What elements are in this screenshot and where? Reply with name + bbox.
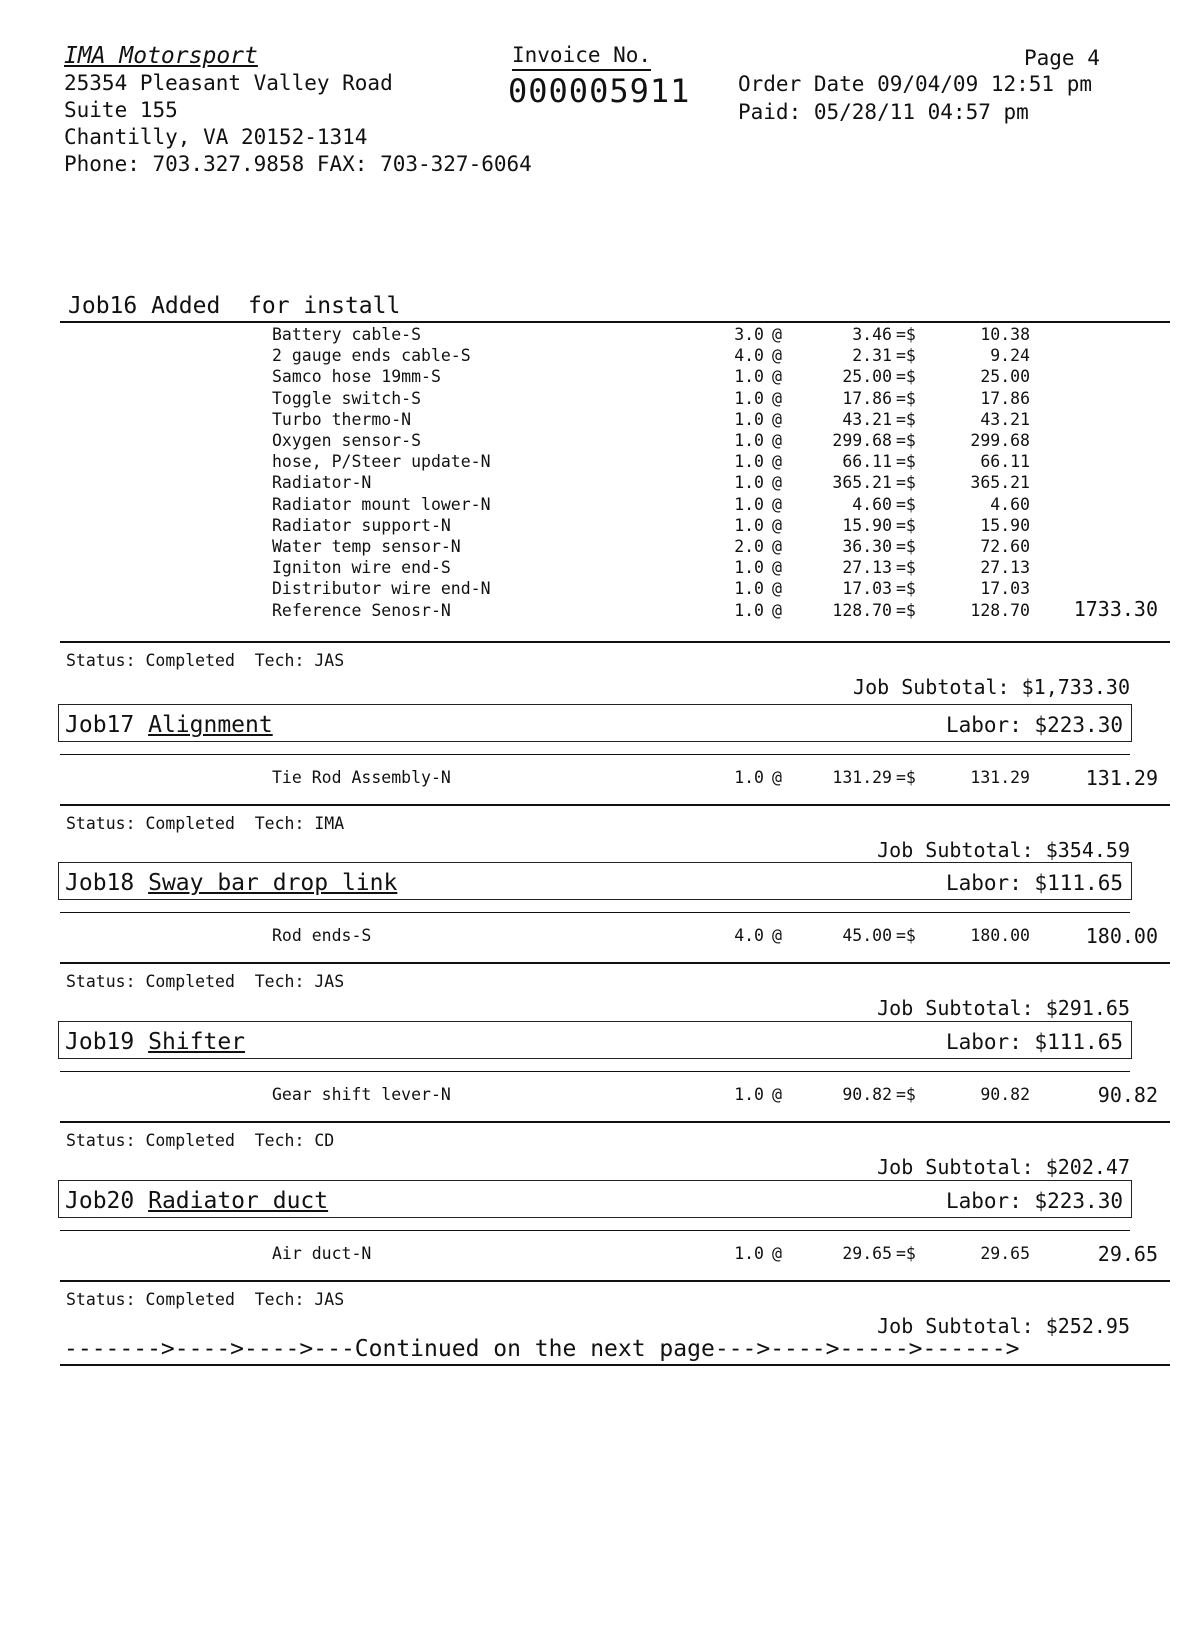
equals-symbol: =$ [896, 452, 916, 472]
item-qty: 4.0 [734, 346, 764, 366]
item-description: Samco hose 19mm-S [272, 367, 441, 387]
line-item [60, 473, 1170, 495]
item-description: Distributor wire end-N [272, 579, 491, 599]
line-item [60, 410, 1170, 432]
item-qty: 1.0 [734, 388, 764, 408]
item-description: Igniton wire end-S [272, 558, 451, 578]
item-price: 45.00 [842, 926, 892, 945]
job-header-rule [60, 1071, 1130, 1072]
item-price: 43.21 [842, 409, 892, 429]
line-item [60, 926, 1170, 948]
job-header-box [58, 862, 1132, 900]
item-description: hose, P/Steer update-N [272, 452, 491, 472]
item-qty: 1.0 [734, 431, 764, 450]
job-parts-total: 180.00 [1085, 924, 1158, 948]
invoice-number: 000005911 [508, 72, 691, 110]
equals-symbol: =$ [896, 579, 916, 599]
item-extended: 25.00 [980, 367, 1030, 387]
equals-symbol: =$ [896, 367, 916, 387]
at-symbol: @ [772, 409, 782, 429]
item-description: Tie Rod Assembly-N [272, 768, 451, 787]
item-description: Oxygen sensor-S [272, 431, 422, 450]
job-parts-total: 90.82 [1097, 1083, 1158, 1107]
item-qty: 1.0 [734, 452, 764, 472]
item-description: Toggle switch-S [272, 388, 422, 408]
item-price: 2.31 [852, 346, 892, 366]
line-item [60, 367, 1170, 389]
item-description: Rod ends-S [272, 926, 372, 945]
item-qty: 1.0 [734, 494, 764, 514]
at-symbol: @ [772, 494, 782, 514]
at-symbol: @ [772, 325, 782, 344]
item-price: 29.65 [842, 1244, 892, 1263]
item-price: 25.00 [842, 367, 892, 387]
job-header-rule [60, 912, 1130, 913]
job-labor: Labor: $223.30 [945, 713, 1123, 737]
item-price: 3.46 [852, 325, 892, 344]
line-item [60, 537, 1170, 559]
line-item [60, 452, 1170, 474]
item-description: 2 gauge ends cable-S [272, 346, 471, 366]
job-header-rule [60, 321, 1170, 323]
item-extended: 17.86 [980, 388, 1030, 408]
item-qty: 1.0 [734, 473, 764, 493]
item-qty: 1.0 [734, 600, 764, 620]
invoice-label: Invoice No. [512, 43, 651, 71]
item-description: Air duct-N [272, 1244, 372, 1263]
at-symbol: @ [772, 367, 782, 387]
line-item [60, 768, 1170, 790]
item-qty: 1.0 [734, 579, 764, 599]
item-extended: 4.60 [990, 494, 1030, 514]
job-header-rule [60, 1230, 1130, 1231]
item-extended: 72.60 [980, 537, 1030, 556]
equals-symbol: =$ [896, 537, 916, 556]
line-item [60, 1085, 1170, 1107]
page-number: Page 4 [1024, 46, 1100, 70]
order-date: Order Date 09/04/09 12:51 pm [738, 72, 1093, 96]
continued-notice: ------->---->---->---Continued on the next page--->---->----->------> [64, 1336, 1020, 1362]
at-symbol: @ [772, 473, 782, 493]
item-qty: 1.0 [734, 768, 764, 787]
item-price: 131.29 [832, 768, 892, 787]
at-symbol: @ [772, 579, 782, 599]
item-extended: 365.21 [970, 473, 1030, 493]
item-price: 27.13 [842, 558, 892, 578]
at-symbol: @ [772, 600, 782, 620]
job-subtotal: Job Subtotal: $1,733.30 [853, 675, 1130, 699]
job-footer-rule [60, 641, 1170, 643]
item-description: Turbo thermo-N [272, 409, 412, 429]
equals-symbol: =$ [896, 409, 916, 429]
item-price: 17.03 [842, 579, 892, 599]
item-description: Radiator support-N [272, 515, 451, 535]
line-item [60, 1244, 1170, 1266]
job-footer-rule [60, 804, 1170, 806]
line-item [60, 579, 1170, 601]
item-price: 36.30 [842, 537, 892, 556]
equals-symbol: =$ [896, 494, 916, 514]
job-status: Status: Completed Tech: IMA [66, 814, 345, 833]
at-symbol: @ [772, 388, 782, 408]
item-price: 4.60 [852, 494, 892, 514]
item-price: 66.11 [842, 452, 892, 472]
item-qty: 1.0 [734, 1244, 764, 1263]
item-extended: 131.29 [970, 768, 1030, 787]
line-item [60, 516, 1170, 538]
item-price: 299.68 [832, 431, 892, 450]
equals-symbol: =$ [896, 600, 916, 620]
at-symbol: @ [772, 926, 782, 945]
job-name: Radiator duct [148, 1188, 329, 1214]
job-subtotal: Job Subtotal: $291.65 [877, 996, 1130, 1020]
job-status: Status: Completed Tech: JAS [66, 1290, 345, 1309]
address-line-street: 25354 Pleasant Valley Road [64, 71, 393, 95]
equals-symbol: =$ [896, 558, 916, 578]
at-symbol: @ [772, 452, 782, 472]
equals-symbol: =$ [896, 388, 916, 408]
item-qty: 1.0 [734, 558, 764, 578]
item-extended: 29.65 [980, 1244, 1030, 1263]
at-symbol: @ [772, 431, 782, 450]
job-status: Status: Completed Tech: CD [66, 1131, 335, 1150]
paid-date: Paid: 05/28/11 04:57 pm [738, 100, 1029, 124]
item-extended: 10.38 [980, 325, 1030, 344]
job-labor: Labor: $111.65 [945, 871, 1123, 895]
item-extended: 9.24 [990, 346, 1030, 366]
job-header-box [58, 1021, 1132, 1059]
company-name: IMA Motorsport [64, 43, 258, 69]
job-footer-rule [60, 1280, 1170, 1282]
item-price: 128.70 [832, 600, 892, 620]
equals-symbol: =$ [896, 515, 916, 535]
item-extended: 27.13 [980, 558, 1030, 578]
job-title: Job18 Sway bar drop link [65, 870, 398, 896]
at-symbol: @ [772, 768, 782, 787]
at-symbol: @ [772, 346, 782, 366]
item-qty: 4.0 [734, 926, 764, 945]
job-title: Job17 Alignment [65, 712, 273, 738]
at-symbol: @ [772, 1085, 782, 1104]
job-header-rule [60, 754, 1130, 755]
job-name: Shifter [148, 1029, 246, 1055]
equals-symbol: =$ [896, 346, 916, 366]
item-description: Reference Senosr-N [272, 600, 451, 620]
item-qty: 1.0 [734, 515, 764, 535]
line-item [60, 495, 1170, 517]
item-price: 365.21 [832, 473, 892, 493]
item-extended: 90.82 [980, 1085, 1030, 1104]
line-item [60, 558, 1170, 580]
equals-symbol: =$ [896, 431, 916, 450]
at-symbol: @ [772, 537, 782, 556]
item-extended: 15.90 [980, 515, 1030, 535]
equals-symbol: =$ [896, 1244, 916, 1263]
item-extended: 66.11 [980, 452, 1030, 472]
line-item [60, 431, 1170, 453]
job-footer-rule [60, 962, 1170, 964]
job-name: Sway bar drop link [148, 870, 398, 896]
job-parts-total: 29.65 [1097, 1242, 1158, 1266]
job-labor: Labor: $111.65 [945, 1030, 1123, 1054]
item-description: Radiator mount lower-N [272, 494, 491, 514]
job-header-box [58, 704, 1132, 742]
job-labor: Labor: $223.30 [945, 1189, 1123, 1213]
item-price: 17.86 [842, 388, 892, 408]
job-parts-total: 1733.30 [1073, 597, 1158, 621]
job-status: Status: Completed Tech: JAS [66, 651, 345, 670]
job-title: Job19 Shifter [65, 1029, 246, 1055]
at-symbol: @ [772, 558, 782, 578]
line-item [60, 389, 1170, 411]
equals-symbol: =$ [896, 473, 916, 493]
equals-symbol: =$ [896, 768, 916, 787]
equals-symbol: =$ [896, 1085, 916, 1104]
item-description: Water temp sensor-N [272, 537, 461, 556]
equals-symbol: =$ [896, 325, 916, 344]
equals-symbol: =$ [896, 926, 916, 945]
footer-rule [60, 1364, 1170, 1366]
item-extended: 17.03 [980, 579, 1030, 599]
job-title: Job20 Radiator duct [65, 1188, 329, 1214]
line-item [60, 601, 1170, 623]
job-header-box [58, 1180, 1132, 1218]
line-item [60, 325, 1170, 347]
item-qty: 2.0 [734, 537, 764, 556]
item-qty: 1.0 [734, 367, 764, 387]
item-description: Radiator-N [272, 473, 372, 493]
at-symbol: @ [772, 515, 782, 535]
item-extended: 180.00 [970, 926, 1030, 945]
job-subtotal: Job Subtotal: $354.59 [877, 838, 1130, 862]
item-price: 90.82 [842, 1085, 892, 1104]
job-status: Status: Completed Tech: JAS [66, 972, 345, 991]
item-qty: 1.0 [734, 409, 764, 429]
item-description: Battery cable-S [272, 325, 422, 344]
item-extended: 43.21 [980, 409, 1030, 429]
job-footer-rule [60, 1121, 1170, 1123]
item-description: Gear shift lever-N [272, 1085, 451, 1104]
job-parts-total: 131.29 [1085, 766, 1158, 790]
item-price: 15.90 [842, 515, 892, 535]
item-extended: 128.70 [970, 600, 1030, 620]
address-line-phone: Phone: 703.327.9858 FAX: 703-327-6064 [64, 152, 532, 176]
job-subtotal: Job Subtotal: $202.47 [877, 1155, 1130, 1179]
item-qty: 3.0 [734, 325, 764, 344]
item-extended: 299.68 [970, 431, 1030, 450]
at-symbol: @ [772, 1244, 782, 1263]
item-qty: 1.0 [734, 1085, 764, 1104]
job-name: Alignment [148, 712, 273, 738]
job-title: Job16 Added for install [68, 293, 401, 319]
address-line-city: Chantilly, VA 20152-1314 [64, 125, 368, 149]
line-item [60, 346, 1170, 368]
job-subtotal: Job Subtotal: $252.95 [877, 1314, 1130, 1338]
address-line-suite: Suite 155 [64, 98, 178, 122]
